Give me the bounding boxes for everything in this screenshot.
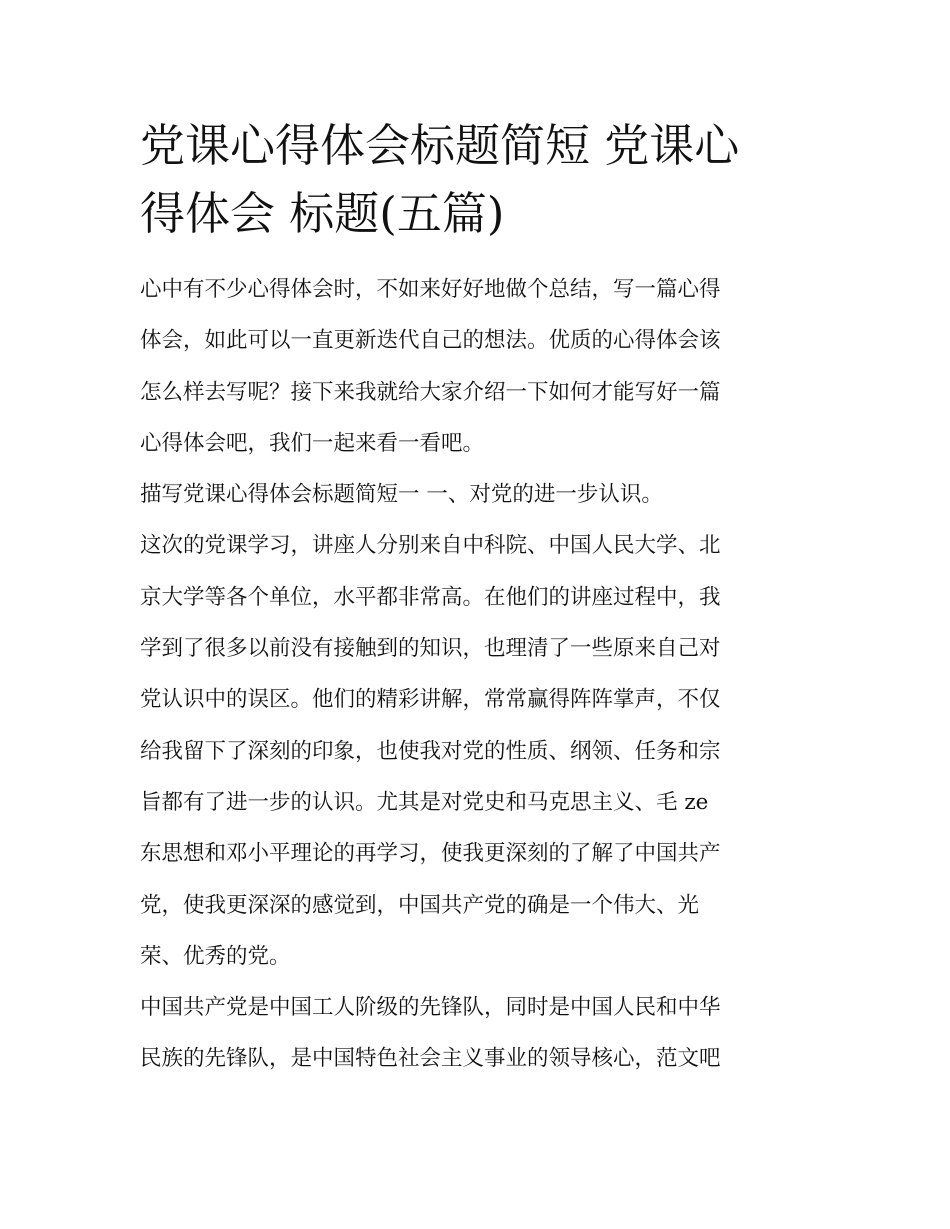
text-line: 党认识中的误区。他们的精彩讲解，常常赢得阵阵掌声，不仅 bbox=[140, 687, 721, 713]
title-line: 党课心得体会标题简短 党课心 bbox=[140, 119, 740, 172]
paragraph-body-1 bbox=[140, 520, 816, 982]
text-line: 描写党课心得体会标题简短一 一、对党的进一步认识。 bbox=[140, 482, 663, 508]
text-line: 民族的先锋队，是中国特色社会主义事业的领导核心，范文吧 bbox=[140, 1046, 721, 1072]
text-line: 东思想和邓小平理论的再学习，使我更深刻的了解了中国共产 bbox=[140, 841, 721, 867]
text-line: 心得体会吧，我们一起来看一看吧。 bbox=[140, 430, 485, 456]
paragraph-section-heading bbox=[140, 469, 816, 520]
text-line: 党，使我更深深的感觉到，中国共产党的确是一个伟大、光 bbox=[140, 892, 700, 918]
text-line: 旨都有了进一步的认识。尤其是对党史和马克思主义、毛 ze bbox=[140, 789, 709, 815]
title-line: 得体会 标题(五篇) bbox=[140, 187, 505, 240]
text-line: 心中有不少心得体会时，不如来好好地做个总结，写一篇心得 bbox=[140, 277, 721, 302]
text-line: 给我留下了深刻的印象，也使我对党的性质、纲领、任务和宗 bbox=[140, 738, 721, 764]
text-line: 体会，如此可以一直更新迭代自己的想法。优质的心得体会该 bbox=[140, 328, 721, 354]
text-line: 京大学等各个单位，水平都非常高。在他们的讲座过程中，我 bbox=[140, 584, 721, 610]
document-title bbox=[140, 112, 816, 248]
text-line: 怎么样去写呢？接下来我就给大家介绍一下如何才能写好一篇 bbox=[140, 379, 721, 405]
document-body bbox=[140, 264, 816, 1085]
text-line: 荣、优秀的党。 bbox=[140, 943, 291, 969]
paragraph-body-2 bbox=[140, 982, 816, 1085]
text-line: 中国共产党是中国工人阶级的先锋队，同时是中国人民和中华 bbox=[140, 995, 721, 1021]
text-line: 这次的党课学习，讲座人分别来自中科院、中国人民大学、北 bbox=[140, 533, 721, 559]
text-line: 学到了很多以前没有接触到的知识，也理清了一些原来自己对 bbox=[140, 636, 721, 662]
paragraph-intro bbox=[140, 264, 816, 469]
document-content bbox=[140, 112, 816, 1085]
